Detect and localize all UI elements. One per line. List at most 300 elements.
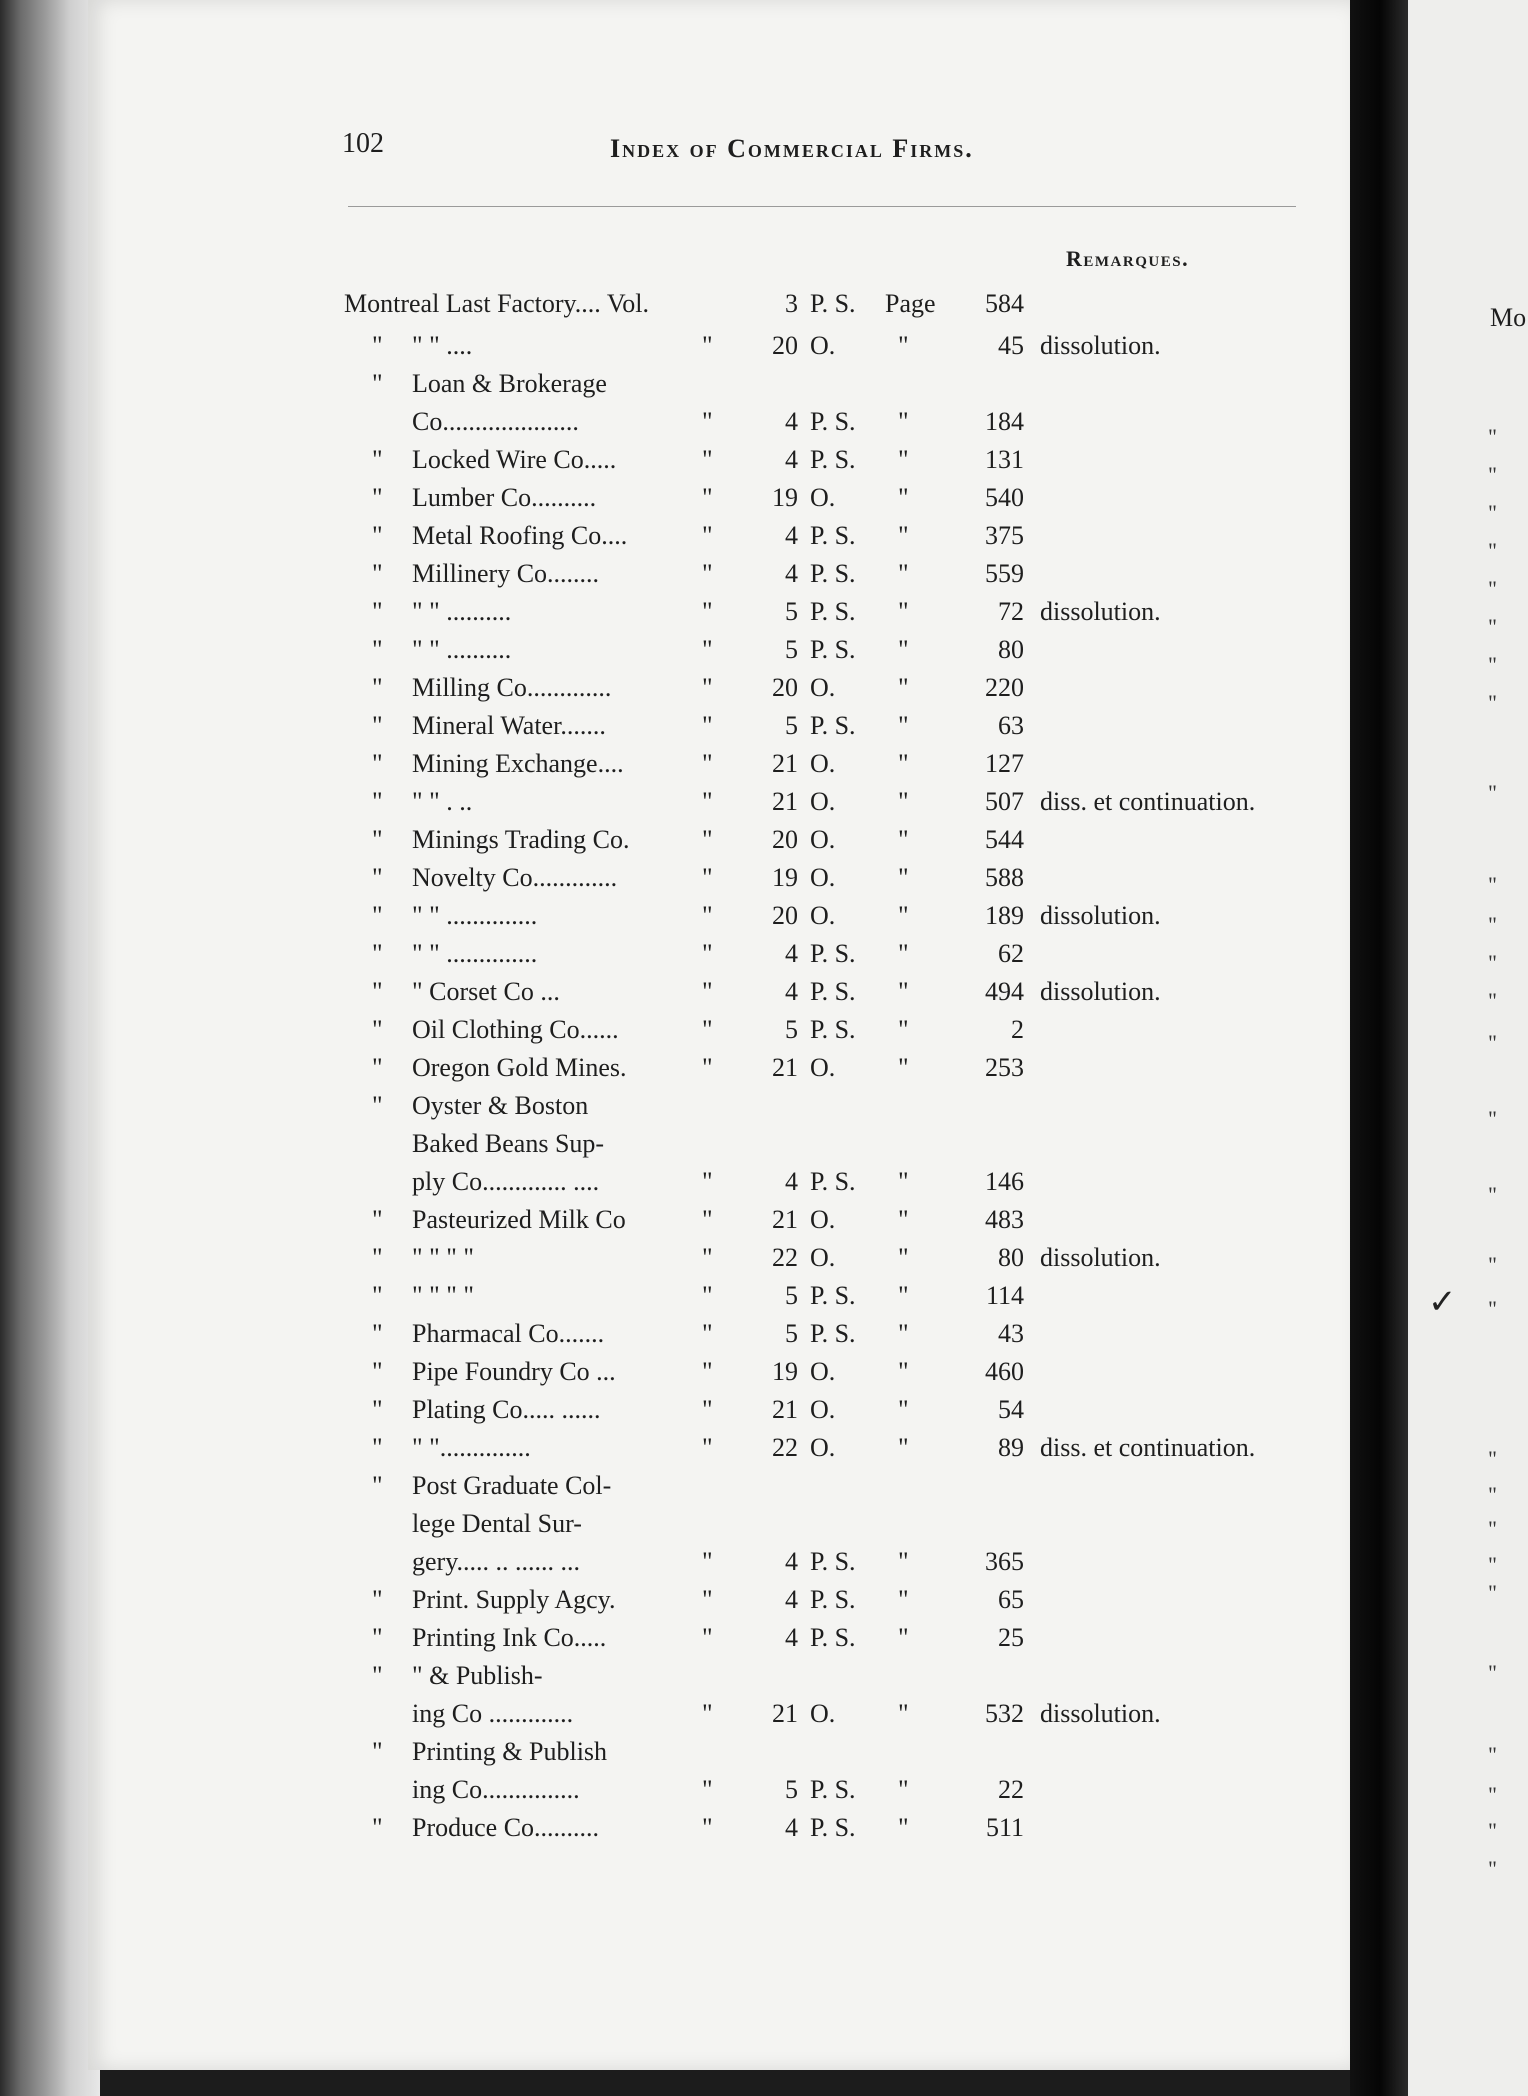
volume-ditto: " xyxy=(702,939,713,968)
page-number: 102 xyxy=(342,128,384,159)
volume-number: 3 xyxy=(785,289,798,318)
index-row xyxy=(0,1468,1300,1504)
page-ref: 54 xyxy=(998,1395,1024,1424)
page-ref: 2 xyxy=(1011,1015,1024,1044)
firm-name: Lumber Co.......... xyxy=(412,483,597,512)
series: P. S. xyxy=(810,445,856,474)
volume-ditto: " xyxy=(702,559,713,588)
index-row xyxy=(0,480,1300,516)
volume-ditto: " xyxy=(702,1205,713,1234)
volume-ditto: " xyxy=(702,825,713,854)
page-ditto: " xyxy=(898,1813,909,1842)
page-ditto: " xyxy=(898,1433,909,1462)
page-ditto: " xyxy=(898,1243,909,1272)
page-ditto: " xyxy=(898,1775,909,1804)
firm-name: Produce Co.......... xyxy=(412,1813,600,1842)
page-ref: 22 xyxy=(998,1775,1024,1804)
ditto-mark: " xyxy=(372,445,383,474)
index-row xyxy=(0,404,1300,440)
ditto-mark: " xyxy=(372,483,383,512)
page-gutter xyxy=(1350,0,1408,2096)
volume-ditto: " xyxy=(702,635,713,664)
index-row xyxy=(0,1430,1300,1466)
index-row xyxy=(0,518,1300,554)
remark: dissolution. xyxy=(1040,977,1161,1006)
ditto-mark: " xyxy=(372,1243,383,1272)
firm-name: Plating Co..... ...... xyxy=(412,1395,601,1424)
ditto-mark: " xyxy=(372,597,383,626)
volume-number: 5 xyxy=(785,635,798,664)
ditto-mark: " xyxy=(372,1661,383,1690)
firm-name: " " " " xyxy=(412,1281,474,1310)
ditto-mark: " xyxy=(372,1585,383,1614)
series: P. S. xyxy=(810,1167,856,1196)
ditto-mark: " xyxy=(372,1471,383,1500)
volume-number: 21 xyxy=(772,749,798,778)
volume-number: 4 xyxy=(785,977,798,1006)
page-ref: 65 xyxy=(998,1585,1024,1614)
page-ref: 540 xyxy=(985,483,1024,512)
firm-name: Loan & Brokerage xyxy=(412,369,607,398)
remark: dissolution. xyxy=(1040,1699,1161,1728)
volume-ditto: " xyxy=(702,1395,713,1424)
volume-ditto: " xyxy=(702,1433,713,1462)
index-row xyxy=(0,974,1300,1010)
firm-name: Co..................... xyxy=(412,407,579,436)
series: P. S. xyxy=(810,1015,856,1044)
index-row xyxy=(0,556,1300,592)
index-row xyxy=(0,936,1300,972)
firm-name: " & Publish- xyxy=(412,1661,543,1690)
index-row xyxy=(0,1088,1300,1124)
volume-ditto: " xyxy=(702,521,713,550)
index-row xyxy=(0,1050,1300,1086)
page-ref: 184 xyxy=(985,407,1024,436)
volume-ditto: " xyxy=(702,1775,713,1804)
page-ditto: " xyxy=(898,635,909,664)
page-ditto: " xyxy=(898,1319,909,1348)
adjacent-page-fragment: Mo xyxy=(1490,303,1527,332)
page-ref: 114 xyxy=(985,1281,1024,1310)
series: P. S. xyxy=(810,977,856,1006)
series: O. xyxy=(810,1699,836,1728)
firm-name: " " . .. xyxy=(412,787,473,816)
firm-name: ing Co ............. xyxy=(412,1699,574,1728)
volume-number: 22 xyxy=(772,1243,798,1272)
volume-number: 4 xyxy=(785,939,798,968)
page-ditto: " xyxy=(898,1015,909,1044)
index-row xyxy=(0,1202,1300,1238)
ditto-mark: " xyxy=(372,1737,383,1766)
index-row xyxy=(0,898,1300,934)
firm-name: Locked Wire Co..... xyxy=(412,445,617,474)
volume-number: 4 xyxy=(785,407,798,436)
ditto-mark: " xyxy=(372,825,383,854)
volume-number: 21 xyxy=(772,1053,798,1082)
page-ditto: " xyxy=(898,863,909,892)
firm-name: Novelty Co............. xyxy=(412,863,618,892)
page-ref: 127 xyxy=(985,749,1024,778)
page-ref: 146 xyxy=(985,1167,1024,1196)
index-row-first xyxy=(0,286,1300,322)
page-ref: 483 xyxy=(985,1205,1024,1234)
ditto-mark: " xyxy=(372,1395,383,1424)
volume-number: 4 xyxy=(785,1167,798,1196)
index-row xyxy=(0,1316,1300,1352)
page-ref: 511 xyxy=(985,1813,1024,1842)
firm-name: " " .......... xyxy=(412,597,512,626)
page-ref: 220 xyxy=(985,673,1024,702)
firm-name: Minings Trading Co. xyxy=(412,825,630,854)
series: P. S. xyxy=(810,1775,856,1804)
firm-name: Oregon Gold Mines. xyxy=(412,1053,627,1082)
firm-name: gery..... .. ...... ... xyxy=(412,1547,581,1576)
volume-ditto: " xyxy=(702,1053,713,1082)
page-ditto: " xyxy=(898,1699,909,1728)
page-ref: 80 xyxy=(998,1243,1024,1272)
running-title: Index of Commercial Firms. xyxy=(610,134,974,163)
volume-ditto: " xyxy=(702,977,713,1006)
index-row xyxy=(0,632,1300,668)
page-ditto: " xyxy=(898,1357,909,1386)
index-row xyxy=(0,708,1300,744)
page-ref: 62 xyxy=(998,939,1024,968)
index-row xyxy=(0,1658,1300,1694)
firm-name: Printing Ink Co..... xyxy=(412,1623,607,1652)
remark: diss. et continuation. xyxy=(1040,1433,1256,1462)
page-ref: 253 xyxy=(985,1053,1024,1082)
volume-ditto: " xyxy=(702,787,713,816)
page-ditto: " xyxy=(898,825,909,854)
ditto-mark: " xyxy=(372,901,383,930)
firm-name: Mining Exchange.... xyxy=(412,749,624,778)
series: O. xyxy=(810,1053,836,1082)
volume-ditto: " xyxy=(702,673,713,702)
page-ditto: " xyxy=(898,1395,909,1424)
volume-number: 21 xyxy=(772,1395,798,1424)
page-ref: 72 xyxy=(998,597,1024,626)
page-ditto: " xyxy=(898,977,909,1006)
page-ref: 80 xyxy=(998,635,1024,664)
volume-number: 19 xyxy=(772,863,798,892)
header-rule xyxy=(348,206,1296,207)
page-ref: 131 xyxy=(985,445,1024,474)
page-ditto: " xyxy=(898,1053,909,1082)
index-row xyxy=(0,1126,1300,1162)
series: O. xyxy=(810,901,836,930)
ditto-mark: " xyxy=(372,711,383,740)
remark: dissolution. xyxy=(1040,597,1161,626)
volume-number: 4 xyxy=(785,1623,798,1652)
volume-ditto: " xyxy=(702,483,713,512)
index-row xyxy=(0,1810,1300,1846)
firm-name: Post Graduate Col- xyxy=(412,1471,612,1500)
page-ditto: " xyxy=(898,597,909,626)
check-mark: ✓ xyxy=(1428,1284,1457,1321)
series: O. xyxy=(810,483,836,512)
page-ref: 63 xyxy=(998,711,1024,740)
page-ref: 460 xyxy=(985,1357,1024,1386)
page-ditto: " xyxy=(898,407,909,436)
index-row xyxy=(0,1012,1300,1048)
series: P. S. xyxy=(810,559,856,588)
ditto-mark: " xyxy=(372,977,383,1006)
page-label: Page xyxy=(885,289,936,318)
page-ditto: " xyxy=(898,331,909,360)
index-row xyxy=(0,1240,1300,1276)
series: O. xyxy=(810,1205,836,1234)
firm-name: Oil Clothing Co...... xyxy=(412,1015,619,1044)
series: P. S. xyxy=(810,289,856,318)
firm-name: " Corset Co ... xyxy=(412,977,560,1006)
firm-name: " " .............. xyxy=(412,939,538,968)
firm-name: Montreal Last Factory.... Vol. xyxy=(344,289,649,318)
index-row xyxy=(0,670,1300,706)
ditto-mark: " xyxy=(372,1053,383,1082)
volume-number: 5 xyxy=(785,1319,798,1348)
ditto-mark: " xyxy=(372,1623,383,1652)
page-ref: 494 xyxy=(985,977,1024,1006)
ditto-mark: " xyxy=(372,863,383,892)
index-row xyxy=(0,442,1300,478)
firm-name: Pasteurized Milk Co xyxy=(412,1205,626,1234)
series: O. xyxy=(810,1395,836,1424)
volume-number: 4 xyxy=(785,1547,798,1576)
volume-ditto: " xyxy=(702,749,713,778)
page-ref: 25 xyxy=(998,1623,1024,1652)
series: P. S. xyxy=(810,1585,856,1614)
volume-ditto: " xyxy=(702,711,713,740)
firm-name: lege Dental Sur- xyxy=(412,1509,582,1538)
index-row xyxy=(0,1772,1300,1808)
remarks-heading: Remarques. xyxy=(1066,246,1190,271)
page-ditto: " xyxy=(898,1167,909,1196)
series: O. xyxy=(810,749,836,778)
series: P. S. xyxy=(810,1547,856,1576)
volume-ditto: " xyxy=(702,1547,713,1576)
firm-name: " " " " xyxy=(412,1243,474,1272)
page-ditto: " xyxy=(898,1281,909,1310)
series: P. S. xyxy=(810,635,856,664)
index-row xyxy=(0,1354,1300,1390)
page-ditto: " xyxy=(898,787,909,816)
page-ditto: " xyxy=(898,749,909,778)
page-ref: 43 xyxy=(998,1319,1024,1348)
series: O. xyxy=(810,1357,836,1386)
page-ditto: " xyxy=(898,1623,909,1652)
page-ref: 532 xyxy=(985,1699,1024,1728)
volume-number: 5 xyxy=(785,1281,798,1310)
page-ref: 45 xyxy=(998,331,1024,360)
ditto-mark: " xyxy=(372,1281,383,1310)
firm-name: Milling Co............. xyxy=(412,673,612,702)
volume-number: 4 xyxy=(785,445,798,474)
firm-name: Millinery Co........ xyxy=(412,559,600,588)
ditto-mark: " xyxy=(372,1091,383,1120)
volume-ditto: " xyxy=(702,1623,713,1652)
index-row xyxy=(0,1164,1300,1200)
series: O. xyxy=(810,863,836,892)
index-row xyxy=(0,1278,1300,1314)
series: P. S. xyxy=(810,521,856,550)
volume-number: 4 xyxy=(785,559,798,588)
firm-name: Printing & Publish xyxy=(412,1737,608,1766)
firm-name: ing Co............... xyxy=(412,1775,580,1804)
page-ref: 507 xyxy=(985,787,1024,816)
volume-ditto: " xyxy=(702,1015,713,1044)
series: O. xyxy=(810,1433,836,1462)
page-ditto: " xyxy=(898,521,909,550)
volume-ditto: " xyxy=(702,1167,713,1196)
index-row xyxy=(0,1544,1300,1580)
series: P. S. xyxy=(810,939,856,968)
volume-number: 4 xyxy=(785,1585,798,1614)
index-row xyxy=(0,1506,1300,1542)
volume-number: 5 xyxy=(785,1015,798,1044)
index-row xyxy=(0,860,1300,896)
volume-ditto: " xyxy=(702,1813,713,1842)
ditto-mark: " xyxy=(372,521,383,550)
volume-number: 21 xyxy=(772,1699,798,1728)
volume-ditto: " xyxy=(702,597,713,626)
ditto-mark: " xyxy=(372,673,383,702)
volume-ditto: " xyxy=(702,863,713,892)
firm-name: Print. Supply Agcy. xyxy=(412,1585,616,1614)
series: P. S. xyxy=(810,1281,856,1310)
firm-name: " " .......... xyxy=(412,635,512,664)
volume-number: 20 xyxy=(772,901,798,930)
page-ref: 365 xyxy=(985,1547,1024,1576)
firm-name: " " .... xyxy=(412,331,473,360)
ditto-mark: " xyxy=(372,635,383,664)
series: P. S. xyxy=(810,711,856,740)
firm-name: ply Co............. .... xyxy=(412,1167,600,1196)
volume-ditto: " xyxy=(702,331,713,360)
volume-ditto: " xyxy=(702,445,713,474)
series: O. xyxy=(810,787,836,816)
volume-ditto: " xyxy=(702,1243,713,1272)
series: P. S. xyxy=(810,597,856,626)
page-ref: 559 xyxy=(985,559,1024,588)
ditto-mark: " xyxy=(372,1015,383,1044)
page-ditto: " xyxy=(898,483,909,512)
adjacent-ditto-column: " " " " " " " " " " " " " " " " " " " " " " " " " " " " xyxy=(1488,424,1497,1881)
firm-name: Oyster & Boston xyxy=(412,1091,589,1120)
page-ditto: " xyxy=(898,1547,909,1576)
ditto-mark: " xyxy=(372,1319,383,1348)
volume-ditto: " xyxy=(702,1699,713,1728)
ditto-mark: " xyxy=(372,1357,383,1386)
series: O. xyxy=(810,1243,836,1272)
index-row xyxy=(0,1696,1300,1732)
volume-number: 4 xyxy=(785,1813,798,1842)
index-row xyxy=(0,366,1300,402)
volume-ditto: " xyxy=(702,1319,713,1348)
page-ditto: " xyxy=(898,939,909,968)
volume-number: 20 xyxy=(772,331,798,360)
firm-name: Mineral Water....... xyxy=(412,711,606,740)
firm-name: " ".............. xyxy=(412,1433,531,1462)
page-ditto: " xyxy=(898,1205,909,1234)
ditto-mark: " xyxy=(372,1205,383,1234)
page-ref: 544 xyxy=(985,825,1024,854)
page-ditto: " xyxy=(898,901,909,930)
series: P. S. xyxy=(810,1813,856,1842)
ditto-mark: " xyxy=(372,1433,383,1462)
volume-ditto: " xyxy=(702,1585,713,1614)
page-ref: 584 xyxy=(985,289,1024,318)
index-row xyxy=(0,822,1300,858)
page-ref: 89 xyxy=(998,1433,1024,1462)
volume-number: 4 xyxy=(785,521,798,550)
volume-number: 22 xyxy=(772,1433,798,1462)
index-row xyxy=(0,1620,1300,1656)
volume-ditto: " xyxy=(702,1281,713,1310)
ditto-mark: " xyxy=(372,749,383,778)
ditto-mark: " xyxy=(372,369,383,398)
remark: dissolution. xyxy=(1040,331,1161,360)
page-ditto: " xyxy=(898,1585,909,1614)
remark: diss. et continuation. xyxy=(1040,787,1256,816)
volume-number: 5 xyxy=(785,711,798,740)
page-ditto: " xyxy=(898,559,909,588)
volume-number: 21 xyxy=(772,787,798,816)
series: P. S. xyxy=(810,407,856,436)
volume-ditto: " xyxy=(702,407,713,436)
firm-name: Baked Beans Sup- xyxy=(412,1129,605,1158)
index-row xyxy=(0,1582,1300,1618)
volume-ditto: " xyxy=(702,901,713,930)
series: P. S. xyxy=(810,1319,856,1348)
series: O. xyxy=(810,673,836,702)
page-ref: 375 xyxy=(985,521,1024,550)
index-row xyxy=(0,746,1300,782)
remark: dissolution. xyxy=(1040,901,1161,930)
firm-name: Pipe Foundry Co ... xyxy=(412,1357,616,1386)
ditto-mark: " xyxy=(372,331,383,360)
ditto-mark: " xyxy=(372,787,383,816)
index-row xyxy=(0,594,1300,630)
index-row xyxy=(0,784,1300,820)
volume-number: 20 xyxy=(772,825,798,854)
page-ditto: " xyxy=(898,673,909,702)
page-ref: 189 xyxy=(985,901,1024,930)
series: O. xyxy=(810,331,836,360)
volume-ditto: " xyxy=(702,1357,713,1386)
volume-number: 20 xyxy=(772,673,798,702)
firm-name: Pharmacal Co....... xyxy=(412,1319,605,1348)
volume-number: 19 xyxy=(772,483,798,512)
page-ref: 588 xyxy=(985,863,1024,892)
firm-name: Metal Roofing Co.... xyxy=(412,521,628,550)
volume-number: 5 xyxy=(785,597,798,626)
ditto-mark: " xyxy=(372,559,383,588)
volume-number: 19 xyxy=(772,1357,798,1386)
ditto-mark: " xyxy=(372,939,383,968)
index-row xyxy=(0,1734,1300,1770)
ditto-mark: " xyxy=(372,1813,383,1842)
firm-name: " " .............. xyxy=(412,901,538,930)
volume-number: 21 xyxy=(772,1205,798,1234)
series: O. xyxy=(810,825,836,854)
index-row xyxy=(0,1392,1300,1428)
page-ditto: " xyxy=(898,445,909,474)
page-ditto: " xyxy=(898,711,909,740)
volume-number: 5 xyxy=(785,1775,798,1804)
series: P. S. xyxy=(810,1623,856,1652)
remark: dissolution. xyxy=(1040,1243,1161,1272)
index-row xyxy=(0,328,1300,364)
